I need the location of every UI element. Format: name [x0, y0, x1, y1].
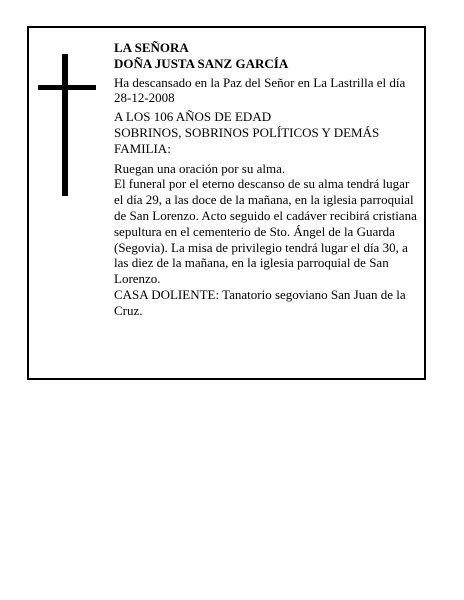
cross-vertical-bar — [62, 54, 68, 196]
prayer-request: Ruegan una oración por su alma. — [114, 160, 286, 176]
latin-cross-icon — [38, 54, 96, 196]
funeral-details: El funeral por el eterno descanso de su alma tendrá lugar el día 29, a las doce de la mañana, en la iglesia parroquial de San Lorenzo. Acto seguido el cadáver recibirá cristiana sepultura en el cementerio de Sto. Ángel de la Guarda (Segovia). La misa de privilegio tendrá lugar el día 30, a las diez de la mañana, en la iglesia parroquial de San Lorenzo. — [114, 176, 417, 287]
age-statement: A LOS 106 AÑOS DE EDAD — [114, 109, 272, 125]
family-statement: SOBRINOS, SOBRINOS POLÍTICOS Y DEMÁS FAMILIA: — [114, 124, 380, 156]
obituary-text-block — [114, 40, 420, 319]
cross-horizontal-bar — [38, 85, 96, 90]
heading-title: LA SEÑORA — [114, 40, 189, 55]
mourning-house: CASA DOLIENTE: Tanatorio segoviano San Juan de la Cruz. — [114, 286, 406, 318]
deceased-name: DOÑA JUSTA SANZ GARCÍA — [114, 55, 289, 71]
rest-statement: Ha descansado en la Paz del Señor en La Lastrilla el día 28-12-2008 — [114, 74, 406, 106]
